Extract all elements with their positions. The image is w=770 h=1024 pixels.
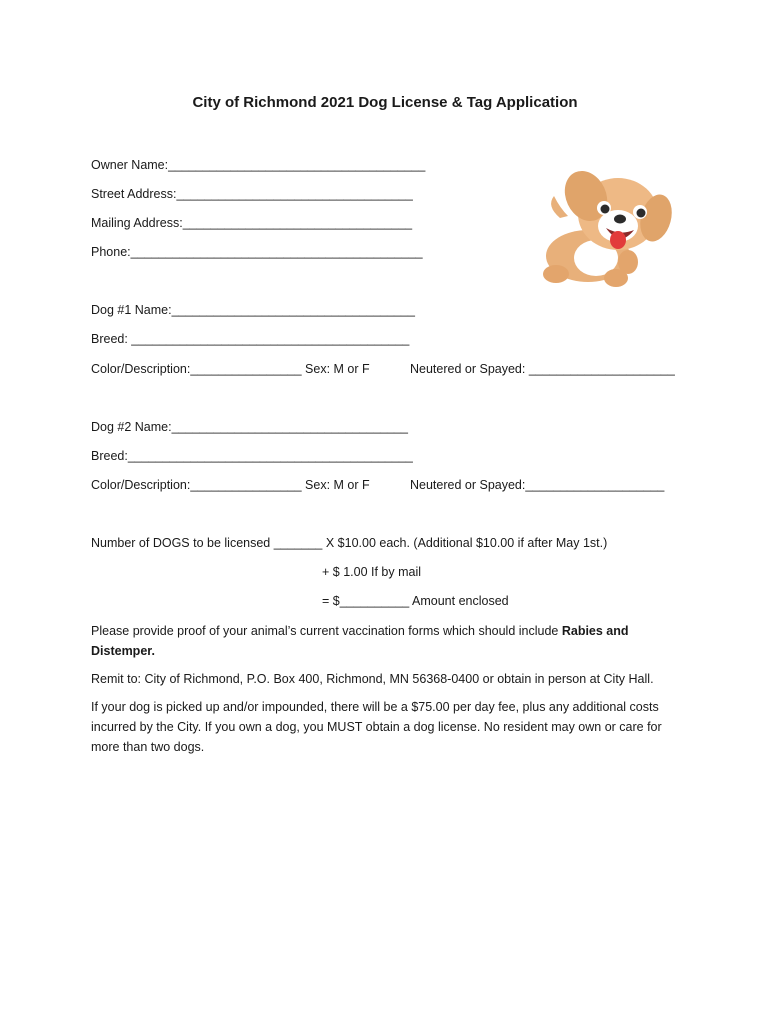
- phone-field[interactable]: Phone:__________________________________________: [91, 245, 423, 259]
- dog1-name-field[interactable]: Dog #1 Name:___________________________________: [91, 303, 415, 317]
- mailing-address-field[interactable]: Mailing Address:_________________________________: [91, 216, 413, 230]
- amount-enclosed-line[interactable]: = $__________ Amount enclosed: [322, 594, 509, 608]
- dog2-neutered-field[interactable]: Neutered or Spayed:____________________: [410, 478, 665, 492]
- remit-paragraph: Remit to: City of Richmond, P.O. Box 400, Richmond, MN 56368-0400 or obtain in person at City Hall.: [91, 672, 654, 686]
- dog1-color-sex-field[interactable]: Color/Description:________________ Sex: M or F: [91, 362, 370, 376]
- dog-count-line[interactable]: Number of DOGS to be licensed _______ X $10.00 each. (Additional $10.00 if after May 1st.): [91, 536, 608, 550]
- dog2-color-sex-field[interactable]: Color/Description:________________ Sex: M or F: [91, 478, 370, 492]
- dog2-name-field[interactable]: Dog #2 Name:__________________________________: [91, 420, 408, 434]
- street-address-field[interactable]: Street Address:__________________________________: [91, 187, 413, 201]
- vaccination-emphasis: Rabies and Distemper.: [91, 624, 629, 658]
- vaccination-text: Please provide proof of your animal’s current vaccination forms which should include: [91, 624, 562, 638]
- owner-name-field[interactable]: Owner Name:_____________________________________: [91, 158, 426, 172]
- form-title: City of Richmond 2021 Dog License & Tag Application: [192, 94, 578, 111]
- impound-paragraph: If your dog is picked up and/or impounded, there will be a $75.00 per day fee, plus any additional costs incurred by the City. If you own a dog, you MUST obtain a dog license. No resident may own or care for more than two dogs.: [91, 700, 662, 754]
- dog1-neutered-field[interactable]: Neutered or Spayed: _____________________: [410, 362, 675, 376]
- dog1-breed-field[interactable]: Breed: ________________________________________: [91, 332, 410, 346]
- cartoon-puppy-icon: [478, 156, 688, 298]
- vaccination-paragraph: [91, 621, 691, 661]
- mail-fee-line: + $ 1.00 If by mail: [322, 565, 422, 579]
- dog2-breed-field[interactable]: Breed:_________________________________________: [91, 449, 413, 463]
